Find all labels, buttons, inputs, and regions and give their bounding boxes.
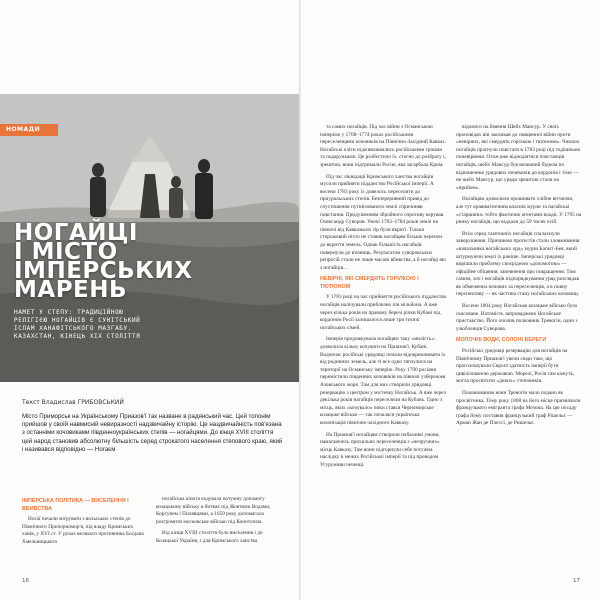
body-paragraph: У 1783 році на час прийняття російського підданства ногайців налічували приблизно пів мільйона. А вже через кілька років на правому березі річки Кубані під кордоном Росії залишалося лише три тисячі ногайських сімей.	[320, 294, 447, 331]
section-heading: НЕВІРНІ, ЯКІ СМЕРДЯТЬ ГОРІЛКОЮ І ТЮТЮНОМ	[320, 276, 419, 290]
photo-caption: НАМЕТ У СТЕПУ: ТРАДИЦІЙНОЮ РЕЛІГІЄЮ НОГАЙЦІВ Є СУНІТСЬКИЙ ІСЛАМ ХАНАФІТСЬКОГО МАЗГАБУ. КАЗАХСТАН, КІНЕЦЬ XIX СТОЛІТТЯ	[14, 309, 141, 340]
text-column-right-2	[456, 124, 582, 432]
byline: Текст Владислав ГРИБОВСЬКИЙ	[22, 399, 124, 406]
body-paragraph: Імперія продовжувала ногайцям таку «милість»: дозволила кільку кочувати на Приазов'ї. Кубані. Водночас російські урядовці почали відокремлювати їх від родинних земель, але ті все одно тягнулися на території на Османську імперію. Року 1790 росіяни перемістили південних кочовиків на півночі узбережжя Азовського моря. Там для них створили урядовці резервацію з центром у містечку Ногайськ. А вже через декілька років нагайців переселили на Кубань. Одно з місць, яких «кочувало» поки стався Черноморське козацьке військо — так почалася українська колонізація північно-західного Кавказу.	[320, 336, 446, 426]
body-paragraph: На Приазов'ї ногайцям створили побазливі умови, намагаючись прихильно переселенців з «незручних» місць Кавказу. Там вони підгорнули себе потужна наслідку в межах Російської імперії та під проводом Угурумиви чеченці.	[320, 431, 440, 468]
section-heading: МОЛОЧНІ ВОДИ, СОЛОНІ БЕРЕГИ	[456, 337, 547, 344]
body-paragraph: ногайська кінота кодувала потужну допомогу козацькому війську в битвах під Жовтими Водами, Корсунем і Пилявцями, а 1659 року допомагала розгромити московське військо під Конотопом.	[156, 496, 271, 525]
body-paragraph: Пошанованим вони Тревогін мало подано як просвітника. Тому року 1808 на його місце призначили французького емігранта графа Мезона. На цю посаду графа йому поставив французький граф Рішельє — Арман Жан де Плессі, де Ришельє.	[456, 390, 581, 427]
article-title: НОГАЙЦІ І МІСТО ІМПЕРСЬКИХ МАРЕНЬ	[14, 220, 193, 303]
section-heading: ІМПЕРСЬКА ПОЛІТИКА — ВИСЕЛЕННЯ І ВБИВСТВА	[22, 498, 129, 512]
body-paragraph: Ногаї почали мігрувати з вольських степів до Північного Причорномор'я, під владу Кримських ханів, у XVI ст. У руках великого противника Богдана Хмельницького	[22, 516, 144, 545]
body-paragraph: Російські урядовці резервацію для ногайців на Північному Приазов'ї увели сюди таке, що проголошували Європі здатність імперії бути цивілізованою державою. Морелі, Росія там кажуть, могла просвітити «диких» степовиків.	[456, 348, 575, 385]
body-paragraph: відомого на ймення Шейх Мансур. У своїх проповідях він закликав до священної війни проти «невірних, які смердять горілкою і тютюном». Чимало ногайців прагнули повстати в 1783 році під тодішньою поневіряння. Отож вже віднодіятися повстанців ногайців, шейх Мансур був визнаний бідном по відношенню урядових ночевиків до кордонів і тією — не шейх Мансур, що уряди зрештою стали на «прийом».	[456, 124, 581, 191]
text-column-right-1	[320, 124, 446, 474]
body-paragraph: Ногайцям дозволили прошивати хлібне вітчизни, але тут кравимітичним власнік мурзи та нагайські «старшини» тобто фактично агентами влади. У 1795 на ринку ногайців, що віддали до 59 тисяч осіб.	[456, 196, 582, 226]
body-paragraph: Під час ліквідації Кримського ханства ногайців мусили прийняти підданство Російської імперії. А восени 1783 року їх довелось переселити до приуральських степів. Безпереривний привід до спустошення путінізованого землі спричиняв повстання. Придушенням збройного спротиву керував Олександр Суворов. Уночі 1783–1784 років землі на півночі від Кавказьких гір були вкриті. Тільки сторожовий ніхто не ставив ногайцям більше перепон до вкриття земель. Однак більшість нагайців повернули до в'язниць. Результатом суворовських репресій стали не лише масові вбивства, а й ногайці які з ногайців...	[320, 173, 446, 271]
body-paragraph: Восени 1804 року Ногайське козацьке військо було скасоване. Натомість запроваджено Ногайське приставство. Його очолив полковник Тревогін, один з улюбленців Суворова.	[456, 303, 578, 332]
page-number-right: 17	[573, 578, 580, 584]
text-column-left-2	[156, 496, 284, 550]
body-paragraph: та самих ногайців. Під час війни з Османською імперією у 1768–1774 роках російськими переселенцями кочовиків на Північно-Західний Кавказ. Ногайські еліти підживлювались російськими грішми та подарунками. Це розбестило їх, стогно до розбрату і, зрештою, вони підтримали Росію, яка загарбала Крим.	[320, 124, 446, 168]
page-number-left: 16	[22, 578, 29, 584]
text-column-left-1	[22, 496, 144, 551]
right-page	[301, 0, 600, 600]
section-tag: НОМАДИ	[0, 124, 58, 136]
left-page	[0, 0, 299, 600]
body-paragraph: Від кінця XVIII століття було виселення і до Козацької України, і для Кримського ханства	[156, 530, 263, 544]
lead-paragraph: Місто Приморськ на Українському Приазов'ї так назване в радянський час. Цей топонім прийшов у своїй навмисній невиразності надзвичайну історію. Це наздвичайність пов'язана з останніми кочовиками південноукраїнських степів — ногайцями. До кінця XVIII століття цей народ становив абсолютну більшість серед строкатого населення степового краю, який і називався відповідно — Ногаєм	[22, 413, 283, 453]
body-paragraph: Втім серед тамтешніх ногайців спалахнули заворушення. Причиною протестів стали зловживання «начальника ногайських орд» мурзи Багаєт-Бея, який штурмуючи землі їх раніше. Імперські урядовці вирішили проблему своєрідною «допомогою» — офіційне обіцяння, запевнення про покращення. Тим самим, хоч і ногайців підпорядкування уряд розглядав як обмежених кочових за переселенців, а в повну перспективу — як частина стану ногайських кочовищ.	[456, 230, 580, 298]
